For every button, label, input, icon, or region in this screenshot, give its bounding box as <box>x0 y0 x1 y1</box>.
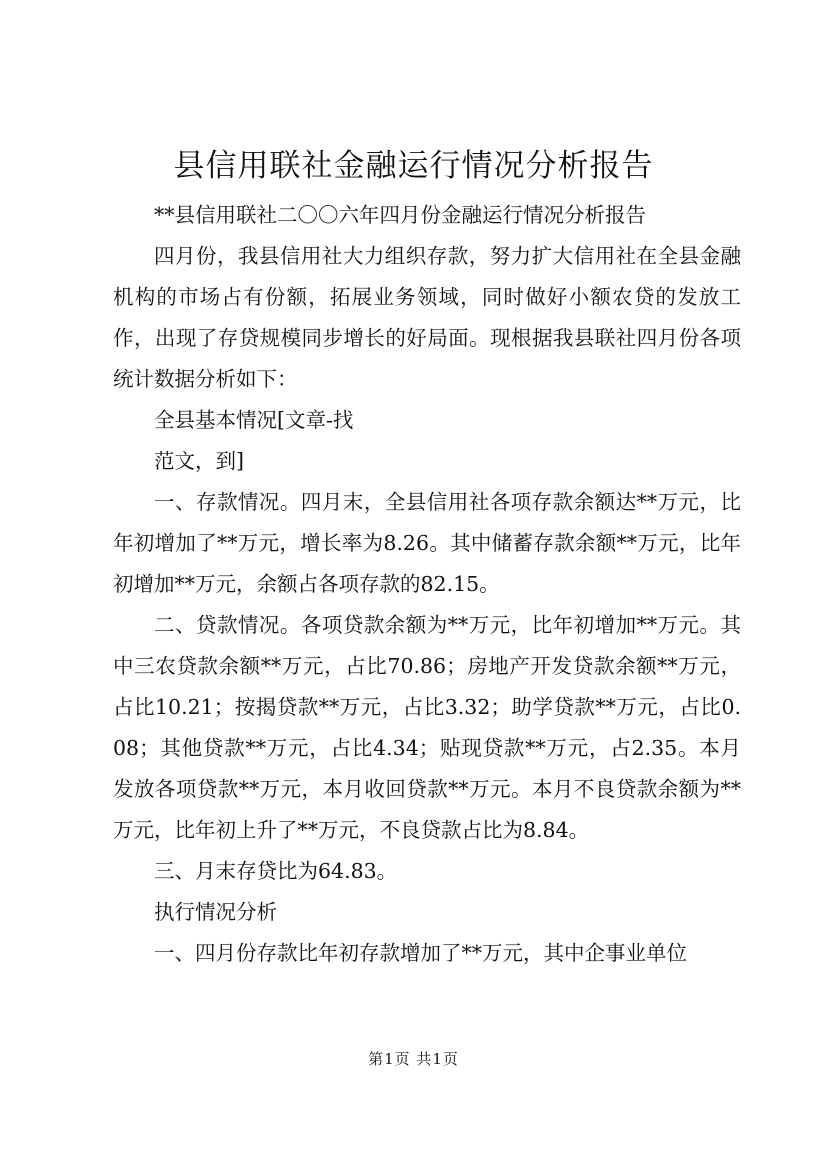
deposit-paragraph: 一、存款情况。四月末，全县信用社各项存款余额达**万元，比年初增加了**万元，增长率为8.26。其中储蓄存款余额**万元，比年初增加**万元，余额占各项存款的82.15。 <box>113 490 741 596</box>
ratio-paragraph: 三、月末存贷比为64.83。 <box>154 859 398 883</box>
document-title: 县信用联社金融运行情况分析报告 <box>173 148 654 184</box>
section-heading-continued: 范文，到] <box>154 449 244 473</box>
subtitle-paragraph: **县信用联社二〇〇六年四月份金融运行情况分析报告 <box>154 203 646 227</box>
section-heading-analysis: 执行情况分析 <box>154 900 277 924</box>
analysis-paragraph: 一、四月份存款比年初存款增加了**万元，其中企事业单位 <box>154 941 687 965</box>
section-heading-basic: 全县基本情况[文章-找 <box>154 408 354 432</box>
document-body <box>113 195 741 974</box>
loan-paragraph: 二、贷款情况。各项贷款余额为**万元，比年初增加**万元。其中三农贷款余额**万元，占比70.86；房地产开发贷款余额**万元，占比10.21；按揭贷款**万元，占比3.32；助学贷款**万元，占比0.08；其他贷款**万元，占比4.34；贴现贷款**万元，占2.35。本月发放各项贷款**万元，本月收回贷款**万元。本月不良贷款余额为**万元，比年初上升了**万元，不良贷款占比为8.84。 <box>113 613 741 842</box>
intro-paragraph: 四月份，我县信用社大力组织存款，努力扩大信用社在全县金融机构的市场占有份额，拓展业务领域，同时做好小额农贷的发放工作，出现了存贷规模同步增长的好局面。现根据我县联社四月份各项统计数据分析如下： <box>113 244 741 391</box>
page-footer: 第1页 共1页 <box>368 1050 459 1068</box>
